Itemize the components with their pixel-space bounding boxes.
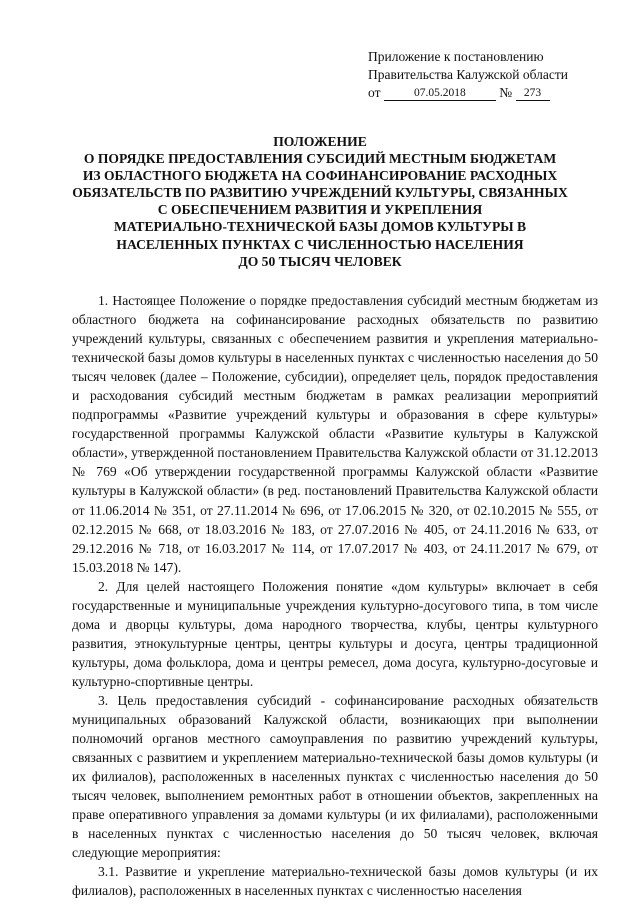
decree-number: 273 bbox=[516, 87, 550, 101]
appendix-date-line bbox=[368, 84, 618, 102]
document-title bbox=[70, 133, 570, 270]
document-body bbox=[72, 291, 598, 901]
paragraph-3-1: 3.1. Развитие и укрепление материально-технической базы домов культуры (и их филиалов), расположенных в населенных пунктах с численностью населения bbox=[72, 864, 598, 899]
title-line: НАСЕЛЕННЫХ ПУНКТАХ С ЧИСЛЕННОСТЬЮ НАСЕЛЕНИЯ bbox=[116, 236, 524, 252]
appendix-line-1: Приложение к постановлению bbox=[368, 49, 544, 64]
title-line: МАТЕРИАЛЬНО-ТЕХНИЧЕСКОЙ БАЗЫ ДОМОВ КУЛЬТУРЫ В bbox=[113, 219, 527, 235]
from-label: от bbox=[368, 85, 381, 100]
title-line: О ПОРЯДКЕ ПРЕДОСТАВЛЕНИЯ СУБСИДИЙ МЕСТНЫМ БЮДЖЕТАМ bbox=[83, 151, 557, 167]
number-label: № bbox=[499, 85, 513, 100]
title-line: ОБЯЗАТЕЛЬСТВ ПО РАЗВИТИЮ УЧРЕЖДЕНИЙ КУЛЬТУРЫ, СВЯЗАННЫХ bbox=[72, 185, 568, 201]
decree-date: 07.05.2018 bbox=[384, 87, 496, 101]
title-line: ПОЛОЖЕНИЕ bbox=[273, 134, 367, 149]
title-line: С ОБЕСПЕЧЕНИЕМ РАЗВИТИЯ И УКРЕПЛЕНИЯ bbox=[157, 202, 483, 218]
appendix-header bbox=[368, 48, 618, 102]
paragraph-1: 1. Настоящее Положение о порядке предоставления субсидий местным бюджетам из областного бюджета на софинансирование расходных обязательств по развитию учреждений культуры, связанных с обеспечением развития и укрепления материально-технической базы домов культуры в населенных пунктах с численностью населения до 50 тысяч человек (далее – Положение, субсидии), определяет цель, порядок предоставления и расходования субсидий местным бюджетам в рамках реализации мероприятий подпрограммы «Развитие учреждений культуры и образования в сфере культуры» государственной программы Калужской области «Развитие культуры в Калужской области», утвержденной постановлением Правительства Калужской области от 31.12.2013 № 769 «Об утверждении государственной программы Калужской области «Развитие культуры в Калужской области» (в ред. постановлений Правительства Калужской области от 11.06.2014 № 351, от 27.11.2014 № 696, от 17.06.2015 № 320, от 02.10.2015 № 555, от 02.12.2015 № 668, от 18.03.2016 № 183, от 27.07.2016 № 405, от 24.11.2016 № 633, от 29.12.2016 № 718, от 16.03.2017 № 114, от 17.07.2017 № 403, от 24.11.2017 № 679, от 15.03.2018 № 147). bbox=[72, 293, 598, 575]
paragraph-3: 3. Цель предоставления субсидий - софинансирование расходных обязательств муниципальных образований Калужской области, возникающих при выполнении полномочий органов местного самоуправления по развитию учреждений культуры, связанных с развитием и укреплением материально-технической базы домов культуры (и их филиалов), расположенных в населенных пунктах с численностью населения до 50 тысяч человек, выполнением ремонтных работ в отношении объектов, закрепленных на праве оперативного управления за домами культуры (и их филиалами), расположенными в населенных пунктах с численностью населения до 50 тысяч человек, включая следующие мероприятия: bbox=[72, 692, 598, 861]
paragraph-2: 2. Для целей настоящего Положения понятие «дом культуры» включает в себя государственные и муниципальные учреждения культурно-досугового типа, в том числе дома и дворцы культуры, дома народного творчества, клубы, центры культурного развития, этнокультурные центры, центры культуры и досуга, центры традиционной культуры, дома фольклора, дома и центры ремесел, дома досуга, культурно-досуговые и культурно-спортивные центры. bbox=[72, 578, 598, 689]
title-line: ДО 50 ТЫСЯЧ ЧЕЛОВЕК bbox=[238, 253, 402, 269]
title-line: ИЗ ОБЛАСТНОГО БЮДЖЕТА НА СОФИНАНСИРОВАНИЕ РАСХОДНЫХ bbox=[82, 168, 558, 184]
appendix-line-2: Правительства Калужской области bbox=[368, 67, 569, 82]
